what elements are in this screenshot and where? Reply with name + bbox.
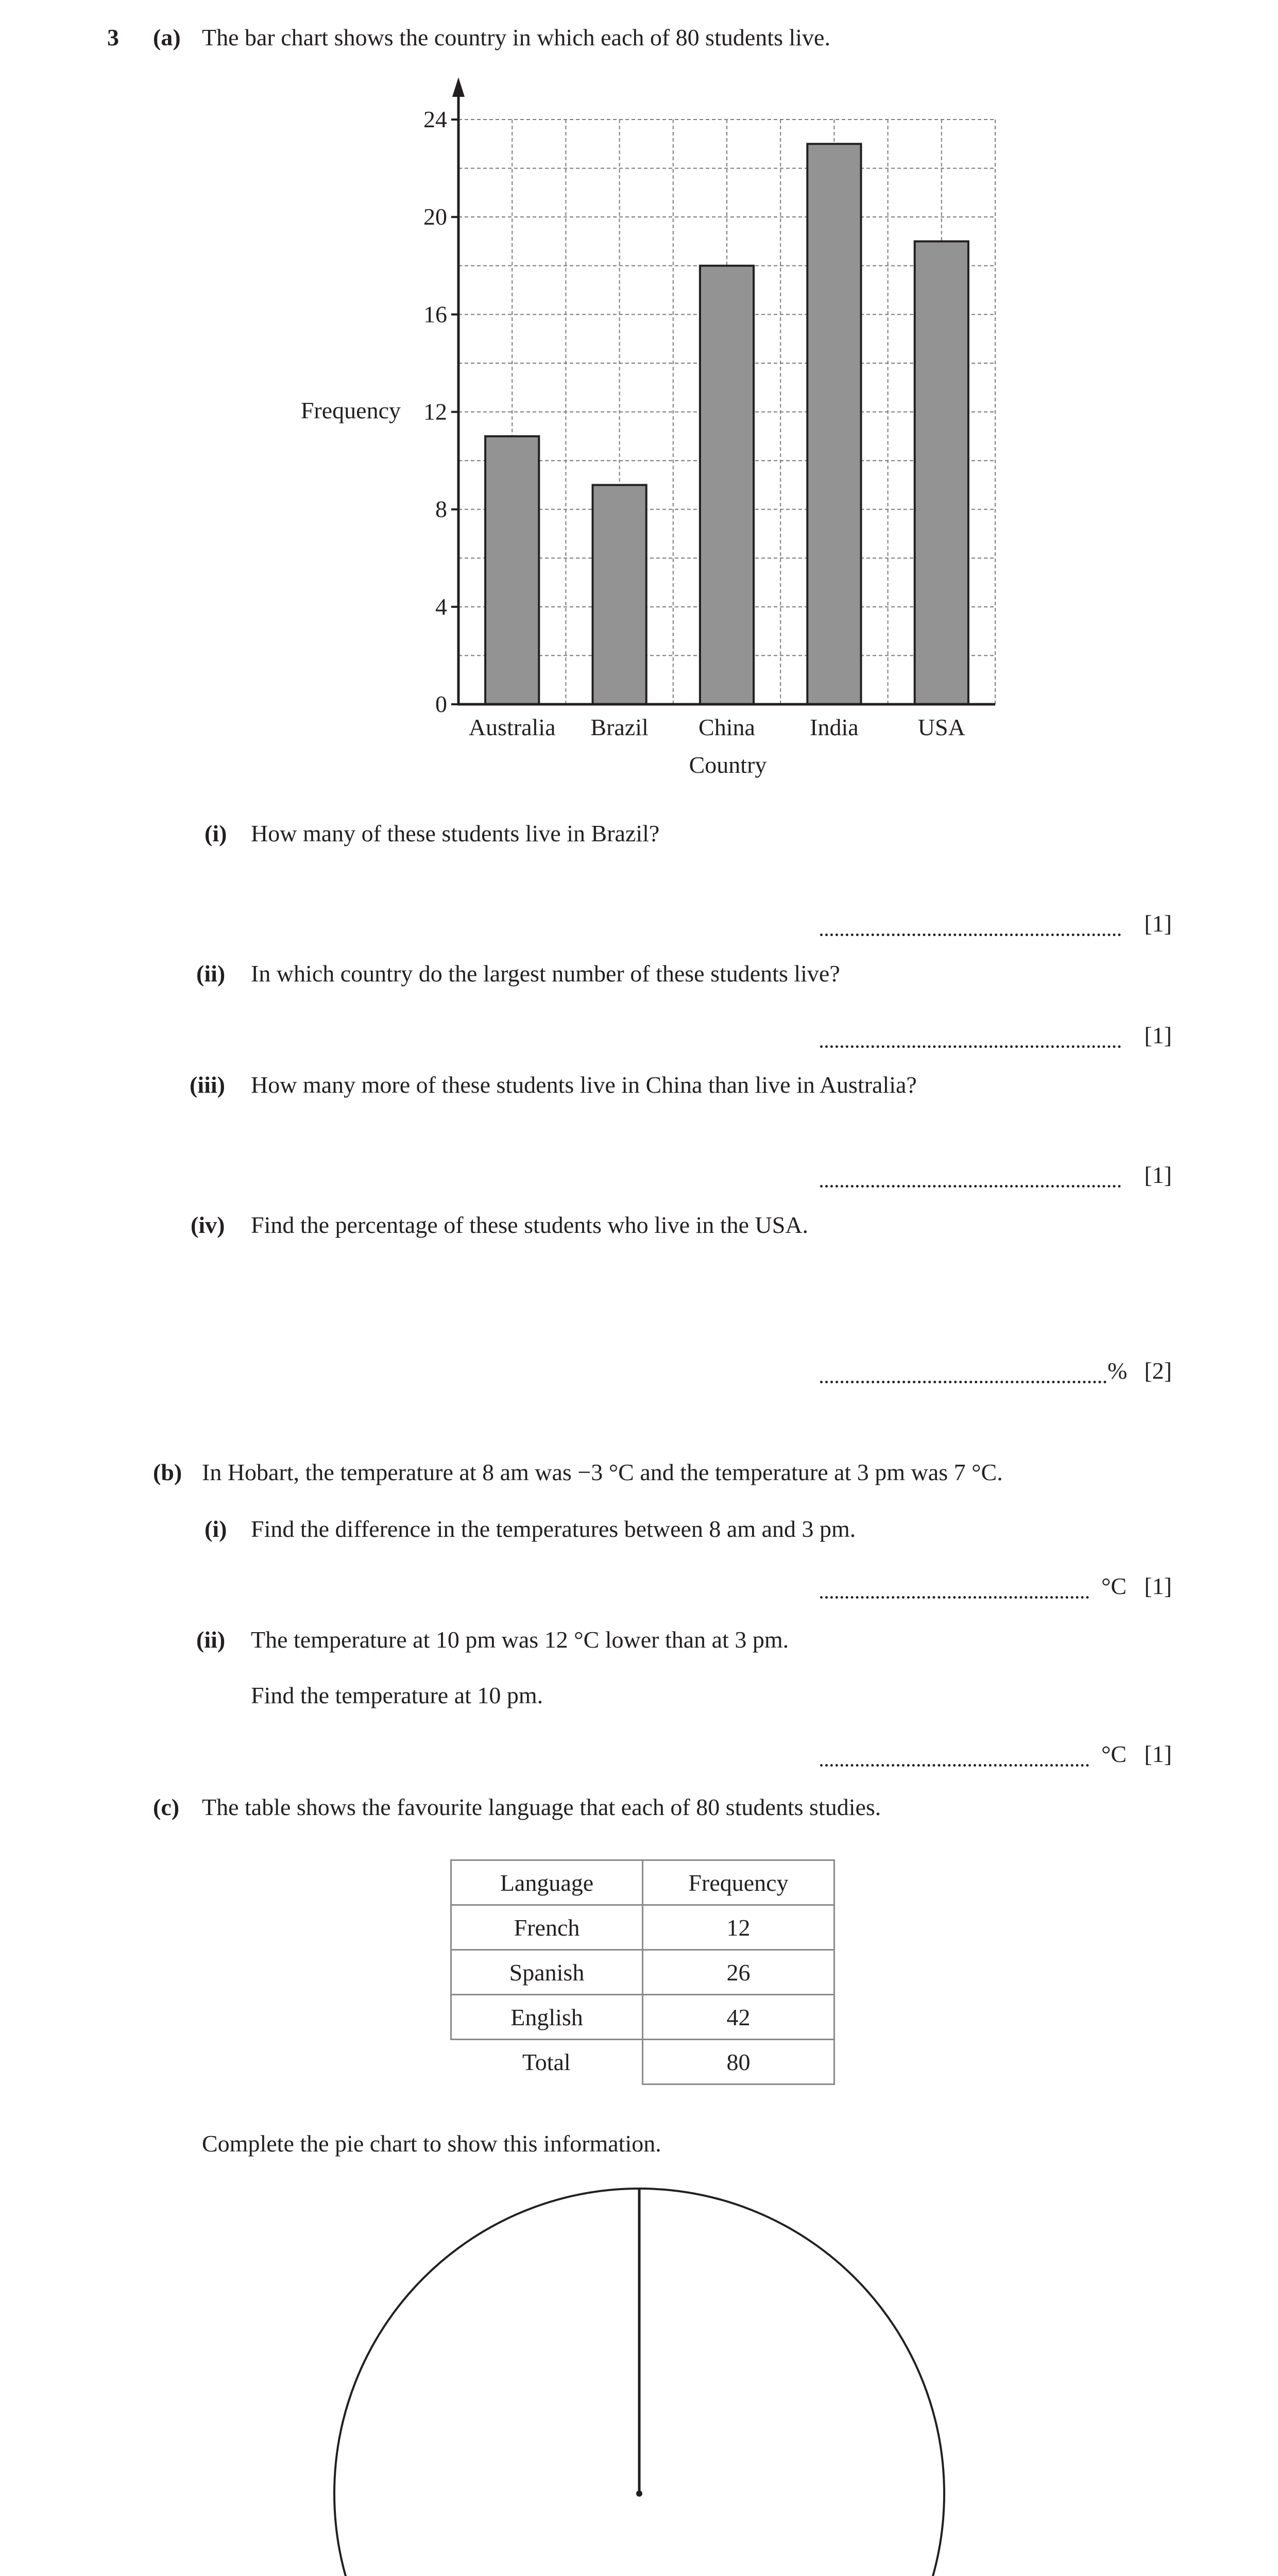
language-table [450, 1859, 835, 2085]
x-tick-label: China [698, 714, 755, 740]
y-tick-label: 0 [435, 691, 447, 717]
pie-chart-outline[interactable] [0, 2164, 1278, 2576]
part-b-intro: In Hobart, the temperature at 8 am was −3 °C and the temperature at 3 pm was 7 °C. [202, 1459, 1003, 1485]
table-row [451, 1905, 834, 1950]
bar [485, 436, 539, 704]
a-iv-text: Find the percentage of these students who live in the USA. [251, 1212, 809, 1238]
y-axis-label: Frequency [300, 397, 401, 423]
table-total-row [451, 2040, 834, 2084]
a-i-answer-line[interactable] [820, 934, 1121, 936]
b-i-text: Find the difference in the temperatures between 8 am and 3 pm. [251, 1516, 856, 1542]
a-iv-label: (iv) [191, 1212, 225, 1238]
table-cell-language: French [451, 1905, 643, 1950]
a-iii-text: How many more of these students live in China than live in Australia? [251, 1072, 917, 1098]
a-iv-answer-line[interactable] [820, 1381, 1106, 1383]
y-axis-arrow-icon [452, 77, 465, 97]
a-ii-label: (ii) [196, 960, 226, 987]
x-tick-label: Australia [468, 714, 556, 740]
table-cell-frequency: 26 [643, 1950, 834, 1995]
table-row [451, 1995, 834, 2040]
table-header-row [451, 1860, 834, 1905]
a-iii-mark: [1] [1144, 1162, 1172, 1188]
b-i-answer-line[interactable] [820, 1596, 1089, 1599]
x-tick-label: India [810, 714, 859, 740]
b-ii-answer-line[interactable] [820, 1764, 1089, 1767]
a-i-mark: [1] [1144, 910, 1172, 937]
y-tick-label: 24 [423, 106, 447, 132]
y-tick-label: 16 [423, 301, 447, 328]
x-tick-label: USA [917, 714, 965, 740]
bar-chart [0, 0, 1278, 824]
table-header-language: Language [451, 1860, 643, 1905]
a-ii-text: In which country do the largest number of these students live? [251, 960, 840, 987]
table-row [451, 1950, 834, 1995]
b-i-mark: [1] [1144, 1573, 1172, 1599]
a-iii-answer-line[interactable] [820, 1185, 1121, 1188]
question-number: 3 [107, 24, 119, 50]
b-ii-mark: [1] [1144, 1741, 1172, 1767]
a-ii-mark: [1] [1144, 1022, 1172, 1048]
part-b-label: (b) [153, 1459, 182, 1485]
table-total-label: Total [451, 2040, 643, 2084]
table-total-value: 80 [643, 2040, 834, 2084]
y-tick-label: 12 [423, 398, 447, 425]
b-i-label: (i) [205, 1516, 227, 1542]
part-c-intro: The table shows the favourite language that each of 80 students studies. [202, 1794, 881, 1820]
table-cell-language: Spanish [451, 1950, 643, 1995]
a-iv-mark: [2] [1144, 1358, 1172, 1384]
x-axis-label: Country [689, 752, 767, 778]
y-tick-label: 4 [435, 593, 447, 620]
a-i-label: (i) [205, 820, 227, 846]
part-a-intro: The bar chart shows the country in which each of 80 students live. [202, 24, 830, 50]
bar [915, 241, 968, 704]
b-i-unit: °C [1101, 1573, 1127, 1599]
table-cell-frequency: 12 [643, 1905, 834, 1950]
pie-centre-dot [636, 2490, 642, 2497]
part-c-instruction: Complete the pie chart to show this information. [202, 2130, 661, 2157]
a-ii-answer-line[interactable] [820, 1045, 1121, 1048]
table-cell-frequency: 42 [643, 1995, 834, 2040]
x-tick-label: Brazil [590, 714, 649, 740]
bar [593, 485, 646, 704]
table-header-frequency: Frequency [643, 1860, 834, 1905]
y-tick-label: 8 [435, 496, 447, 522]
b-ii-text: The temperature at 10 pm was 12 °C lower than at 3 pm. [251, 1626, 789, 1653]
b-ii-text2: Find the temperature at 10 pm. [251, 1682, 543, 1708]
bar [807, 144, 861, 704]
a-i-text: How many of these students live in Brazil? [251, 820, 660, 846]
a-iii-label: (iii) [190, 1072, 225, 1098]
b-ii-unit: °C [1101, 1741, 1127, 1767]
bar [700, 266, 754, 704]
table-cell-language: English [451, 1995, 643, 2040]
part-a-label: (a) [153, 24, 181, 50]
part-c-label: (c) [153, 1794, 180, 1820]
y-tick-label: 20 [423, 204, 447, 230]
b-ii-label: (ii) [196, 1626, 226, 1653]
a-iv-unit: % [1107, 1358, 1128, 1384]
